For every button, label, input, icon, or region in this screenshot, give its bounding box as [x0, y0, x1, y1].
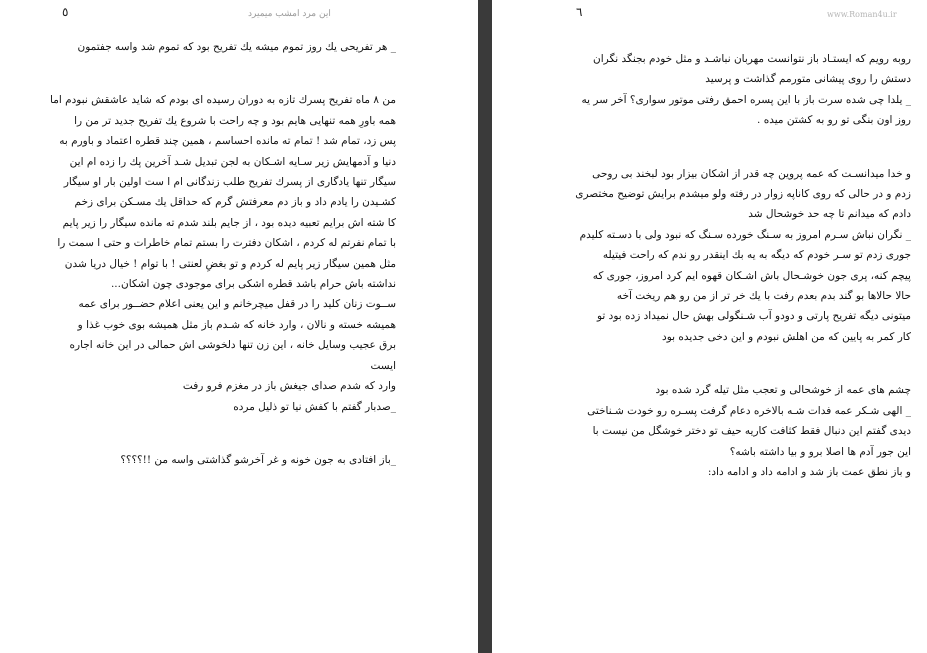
text-line: _صدبار گفتم با کفش نیا تو ذلیل مرده: [233, 400, 396, 413]
text-line: _ یلدا چی شده سرت باز با این پسره احمق رفتی موتور سواری؟ آخر سر یه: [581, 93, 911, 106]
text-line: کا شته اش برایم تعبیه دیده بود ، از جایم بلند شدم ته مانده سیگار را زیر پایم: [62, 216, 396, 229]
text-line: حالا حالاها بو گند بدم بعدم رفت با یك خر تر از من رو هم ریخت آخه: [616, 290, 911, 303]
text-line: پس زد، تمام شد ! تمام ته مانده احساسم ، همین چند قطره اعتماد و باورم به: [59, 135, 396, 148]
text-line: روبه رویم که ایستـاد باز نتوانست مهربان نباشـد و مثل خودم بجنگد نگران: [593, 53, 911, 65]
text-line: _باز افتادی به جون خونه و غر آخرشو گذاشتی واسه من !!؟؟؟؟: [120, 453, 396, 466]
text-line: دستش را روی پیشانی متورمم گذاشت و پرسید: [705, 73, 911, 86]
text-line: جوری زدم تو سـر خودم که دیگه به یه بك اینقدر رو ندم که راحت فیتیله: [602, 249, 911, 262]
text-line: با تمام نفرتم له کردم ، اشکان دفترت را بستم تمام خاطرات و حتی ا سمت را: [57, 237, 396, 250]
text-line: دنیا و آدمهایش زیر سـایه اشـکان به لجن تبدیل شـد آخرین پك را زده ام این: [69, 155, 396, 168]
text-line: دادم که میدانم تا چه حد خوشحال شد: [748, 208, 911, 221]
text-line: این جور آدم ها اصلا برو و بیا داشته باشه؟: [729, 445, 911, 458]
text-line: ایست: [370, 359, 396, 372]
text-line: کار کمر به پایین که من اهلش نبودم و این دخی جدیده بود: [662, 330, 911, 343]
text-line: ســوت زنان کلید را در قفل میچرخانم و این یعنی اعلام حضــور برای عمه: [78, 298, 396, 311]
text-line: کشـیدن را یادم داد و باز دم معرفتش گرم که حداقل یك مسـکن برای زخم: [74, 196, 396, 209]
site-watermark: www.Roman4u.ir: [827, 10, 897, 19]
text-line: میتونی دیگه تفریح پارتی و دودو آب شـنگولی بهش حال نمیداد زده بود تو: [596, 310, 911, 323]
text-line: مثل همین سیگار زیر پایم له کردم و تو بغضِ لعنتی ! با توام ! خیال دریا شدن: [64, 257, 396, 270]
text-line: نداشته باش حرام باشد قطره اشکی برای موجودی چون اشکان...: [110, 278, 396, 291]
running-title: این مرد امشب میمیرد: [248, 9, 331, 19]
text-line: سیگار تنها یادگاری از پسرك تفریح طلب زندگانی ام ا ست اولین بار او سیگار: [63, 176, 396, 189]
text-line: زدم و در حالی که روی کاناپه زوار در رفته ولو میشدم برایش توضیح مختصری: [575, 188, 911, 201]
left-page-text: [50, 37, 396, 470]
text-line: و خدا میدانسـت که عمه پروین چه قدر از اشکان بیزار بود لبخند بی روحی: [592, 167, 911, 180]
text-line: همه باورِ همه تنهایی هایم بود و چه راحت با شروع یك تفریح جدید تر من را: [74, 114, 396, 127]
text-line: _ هر تفریحی یك روز تموم میشه یك تفریح بود که تموم شد واسه جفتمون: [77, 41, 396, 53]
text-line: _ الهی شـکر عمه فدات شـه بالاخره دعام گرفت پسـره رو خودت شـناختی: [587, 404, 911, 417]
right-page: [492, 0, 927, 653]
text-line: دیدی گفتم این دنبال فقط کثافت کاریه حیف تو دختر خوشگل من نیست با: [592, 425, 911, 438]
text-line: _ نگران نباش سـرم امروز به سـنگ خورده سـنگ که نبود ولی با دسـته کلیدم: [579, 228, 911, 241]
text-line: روز اون بنگی تو رو به کشتن میده .: [757, 114, 911, 127]
page-number-left: ٥: [62, 5, 69, 19]
text-line: من ۸ ماه تفریح پسرك تازه به دوران رسیده ای بودم که شاید عاشقش نبودم اما: [50, 94, 396, 107]
text-line: پیچم کنه، پری جون خوشـحال باش اشـکان قهوه ایم کرد امروز، جوری که: [592, 269, 911, 282]
text-line: وارد که شدم صدای جیغش باز در مغزم فرو رفت: [182, 380, 396, 393]
text-line: و باز نطق عمت باز شد و ادامه داد و ادامه داد:: [707, 465, 911, 478]
text-line: همیشه خسته و نالان ، وارد خانه که شـدم باز مثل همیشه بوی خوب غذا و: [77, 318, 396, 331]
text-line: برق عجیب وسایل خانه ، این زن تنها دلخوشی اش حمالی در این خانه اجاره: [69, 339, 396, 352]
page-gutter: [478, 0, 492, 653]
right-page-text: [575, 49, 911, 482]
page-number-right: ٦: [576, 5, 583, 19]
text-line: چشم های عمه از خوشحالی و تعجب مثل تیله گرد شده بود: [655, 384, 911, 397]
